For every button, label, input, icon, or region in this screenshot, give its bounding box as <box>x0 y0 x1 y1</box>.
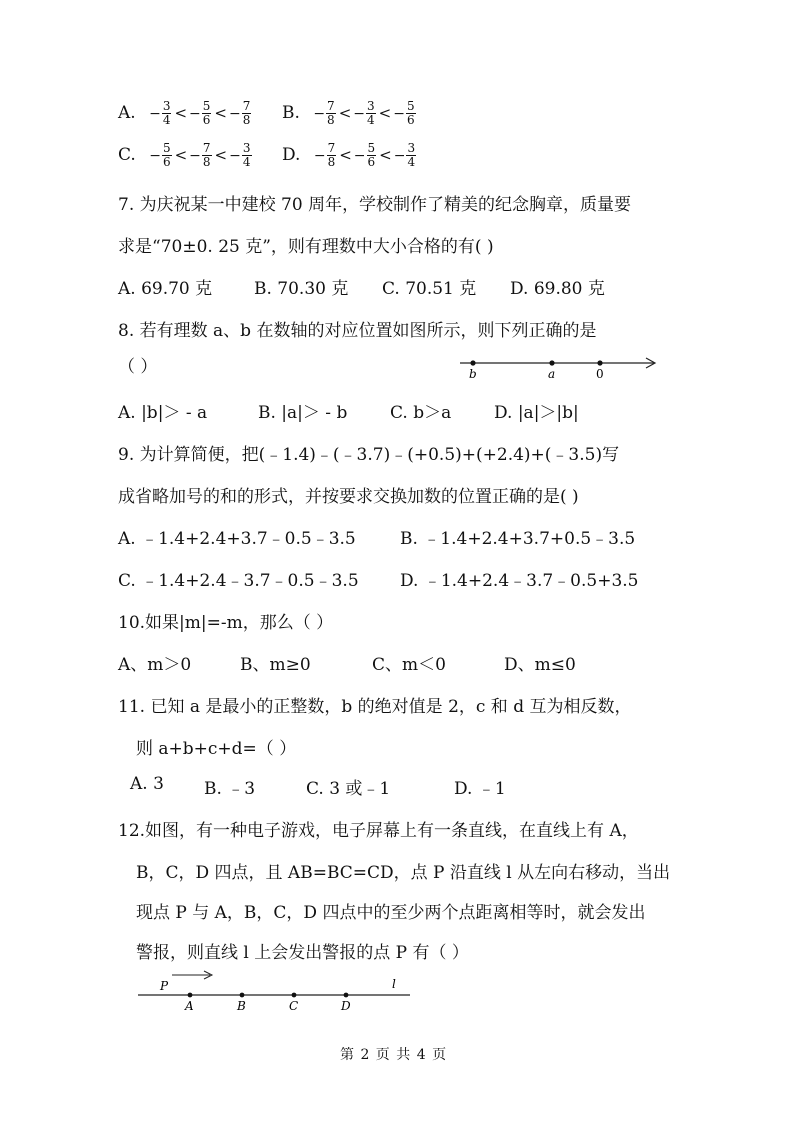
q7-line-2: 求是“70±0. 25 克”，则有理数中大小合格的有( ) <box>118 237 494 257</box>
q9-option-c: C. ﹣1.4+2.4﹣3.7﹣0.5﹣3.5 <box>118 571 359 591</box>
q11-option-a: A. 3 <box>130 774 164 794</box>
q12-line-figure <box>138 966 418 1016</box>
label-D: D <box>341 999 351 1013</box>
point-D <box>344 993 349 998</box>
label-zero: 0 <box>596 367 604 381</box>
label-A: A <box>185 999 194 1013</box>
q9-option-a: A. ﹣1.4+2.4+3.7﹣0.5﹣3.5 <box>118 529 356 549</box>
q11-option-c: C. 3 或﹣1 <box>306 779 391 799</box>
q8-number-line <box>458 352 668 382</box>
q12-line-1: 12.如图，有一种电子游戏，电子屏幕上有一条直线，在直线上有 A， <box>118 821 639 841</box>
label-P: P <box>160 979 169 993</box>
q7-line-1: 7. 为庆祝某一中建校 70 周年，学校制作了精美的纪念胸章，质量要 <box>118 195 632 215</box>
q11-option-b: B. ﹣3 <box>204 779 256 799</box>
q10-line-1: 10.如果|m|=-m，那么（ ） <box>118 613 334 633</box>
q10-option-a: A、m＞0 <box>118 655 192 675</box>
q7-option-b: B. 70.30 克 <box>254 279 349 299</box>
q9-option-b: B. ﹣1.4+2.4+3.7+0.5﹣3.5 <box>400 529 636 549</box>
q8-option-b: B. |a|＞ - b <box>258 403 348 423</box>
q12-line-2: B，C，D 四点，且 AB=BC=CD，点 P 沿直线 l 从左向右移动，当出 <box>136 863 671 883</box>
q10-option-c: C、m＜0 <box>372 655 446 675</box>
q6-option-a: A. − $\frac{3}{4}$ < − $\frac{5}{6}$ < − $\frac{7}{8}$ <box>118 99 251 127</box>
point-a <box>549 360 554 365</box>
q8-option-c: C. b＞a <box>390 403 452 423</box>
q9-line-2: 成省略加号的和的形式，并按要求交换加数的位置正确的是( ) <box>118 487 579 507</box>
q8-option-d: D. |a|＞|b| <box>494 403 579 423</box>
q6-option-b: B. − $\frac{7}{8}$ < − $\frac{3}{4}$ < − $\frac{5}{6}$ <box>282 99 415 127</box>
point-zero <box>597 360 602 365</box>
label-a: a <box>548 367 556 381</box>
q11-option-d: D. ﹣1 <box>454 779 506 799</box>
q9-line-1: 9. 为计算简便，把(﹣1.4)﹣(﹣3.7)﹣(+0.5)+(+2.4)+(﹣3.5)写 <box>118 445 620 465</box>
label-B: B <box>237 999 246 1013</box>
q8-line-1: 8. 若有理数 a、b 在数轴的对应位置如图所示，则下列正确的是 <box>118 321 597 341</box>
q11-line-1: 11. 已知 a 是最小的正整数，b 的绝对值是 2，c 和 d 互为相反数， <box>118 697 632 717</box>
q12-line-4: 警报，则直线 l 上会发出警报的点 P 有（ ） <box>136 943 469 963</box>
q10-option-d: D、m≤0 <box>504 655 576 675</box>
q6-option-c: C. − $\frac{5}{6}$ < − $\frac{7}{8}$ < − $\frac{3}{4}$ <box>118 141 251 169</box>
label-l: l <box>392 977 396 991</box>
q6-option-d: D. − $\frac{7}{8}$ < − $\frac{5}{6}$ < − $\frac{3}{4}$ <box>282 141 416 169</box>
q7-option-d: D. 69.80 克 <box>510 279 605 299</box>
point-A <box>188 993 193 998</box>
q11-line-2: 则 a+b+c+d=（ ） <box>136 739 297 759</box>
page-footer: 第 2 页 共 4 页 <box>340 1047 448 1063</box>
q7-option-a: A. 69.70 克 <box>118 279 213 299</box>
q7-option-c: C. 70.51 克 <box>382 279 477 299</box>
q12-line-3: 现点 P 与 A，B，C，D 四点中的至少两个点距离相等时，就会发出 <box>136 903 646 923</box>
q9-option-d: D. ﹣1.4+2.4﹣3.7﹣0.5+3.5 <box>400 571 639 591</box>
point-b <box>470 360 475 365</box>
point-B <box>240 993 245 998</box>
q8-option-a: A. |b|＞ - a <box>118 403 208 423</box>
q10-option-b: B、m≥0 <box>240 655 311 675</box>
q8-line-2: （ ） <box>118 357 158 377</box>
point-C <box>292 993 297 998</box>
label-C: C <box>289 999 299 1013</box>
label-b: b <box>469 367 477 381</box>
